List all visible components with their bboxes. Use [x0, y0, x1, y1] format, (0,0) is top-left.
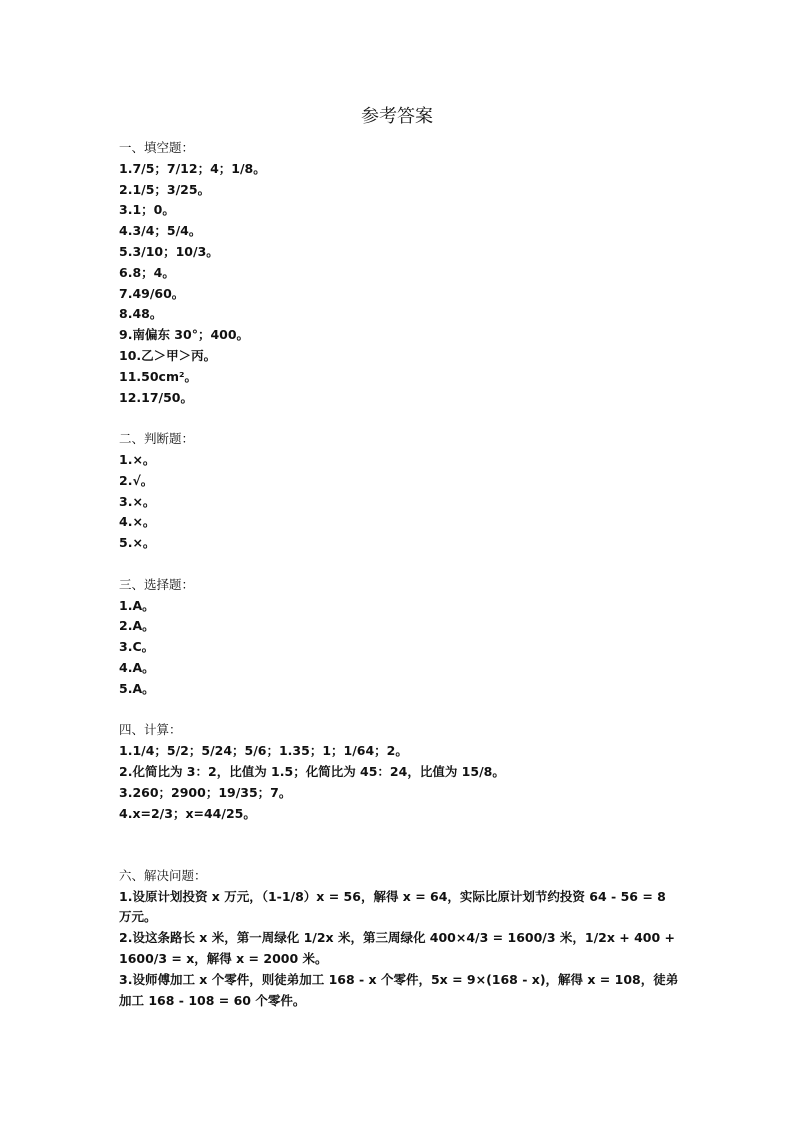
- answer-item: 7.49/60。: [119, 285, 185, 301]
- answer-item: 3.260；2900；19/35；7。: [119, 784, 292, 800]
- page-title: 参考答案: [361, 106, 433, 127]
- answer-item: 8.48。: [119, 306, 163, 322]
- section-fill-blank: [119, 138, 679, 408]
- answer-item: 5.A。: [119, 680, 155, 696]
- answer-item: 4.x=2/3；x=44/25。: [119, 805, 256, 821]
- answer-item: 1.×。: [119, 451, 156, 467]
- answer-content: [119, 138, 679, 1011]
- answer-item: 3.设师傅加工 x 个零件，则徒弟加工 168 - x 个零件，5x = 9×(168 - x)，解得 x = 108，徒弟加工 168 - 108 = 60 个零件。: [119, 971, 679, 1008]
- section-heading: 二、判断题：: [119, 431, 195, 447]
- section-heading: 四、计算：: [119, 722, 182, 738]
- answer-item: 11.50cm²。: [119, 368, 197, 384]
- answer-item: 1.1/4；5/2；5/24；5/6；1.35；1；1/64；2。: [119, 743, 408, 759]
- answer-item: 4.×。: [119, 514, 156, 530]
- answer-item: 4.A。: [119, 659, 155, 675]
- answer-item: 3.1；0。: [119, 202, 175, 218]
- section-heading: 六、解决问题：: [119, 867, 207, 883]
- answer-item: 3.×。: [119, 493, 156, 509]
- answer-item: 5.3/10；10/3。: [119, 243, 219, 259]
- answer-item: 9.南偏东 30°；400。: [119, 327, 250, 343]
- answer-item: 2.A。: [119, 618, 155, 634]
- section-multiple-choice: [119, 575, 679, 700]
- answer-item: 3.C。: [119, 639, 155, 655]
- section-problems: [119, 866, 679, 1012]
- section-true-false: [119, 429, 679, 554]
- section-calculation: [119, 720, 679, 824]
- answer-item: 2.√。: [119, 472, 154, 488]
- answer-item: 2.设这条路长 x 米，第一周绿化 1/2x 米，第三周绿化 400×4/3 = 1600/3 米，1/2x + 400 + 1600/3 = x，解得 x = 2000 米。: [119, 930, 676, 967]
- answer-item: 4.3/4；5/4。: [119, 223, 202, 239]
- answer-item: 1.7/5；7/12；4；1/8。: [119, 160, 266, 176]
- answer-item: 1.设原计划投资 x 万元，（1-1/8）x = 56，解得 x = 64，实际比原计划节约投资 64 - 56 = 8 万元。: [119, 888, 666, 925]
- answer-item: 2.化简比为 3：2，比值为 1.5；化简比为 45：24，比值为 15/8。: [119, 763, 505, 779]
- answer-item: 5.×。: [119, 535, 156, 551]
- answer-item: 2.1/5；3/25。: [119, 181, 211, 197]
- section-heading: 一、填空题：: [119, 140, 195, 155]
- answer-item: 1.A。: [119, 597, 155, 613]
- answer-item: 6.8；4。: [119, 264, 175, 280]
- answer-item: 12.17/50。: [119, 389, 193, 405]
- answer-item: 10.乙＞甲＞丙。: [119, 347, 217, 363]
- section-heading: 三、选择题：: [119, 576, 195, 592]
